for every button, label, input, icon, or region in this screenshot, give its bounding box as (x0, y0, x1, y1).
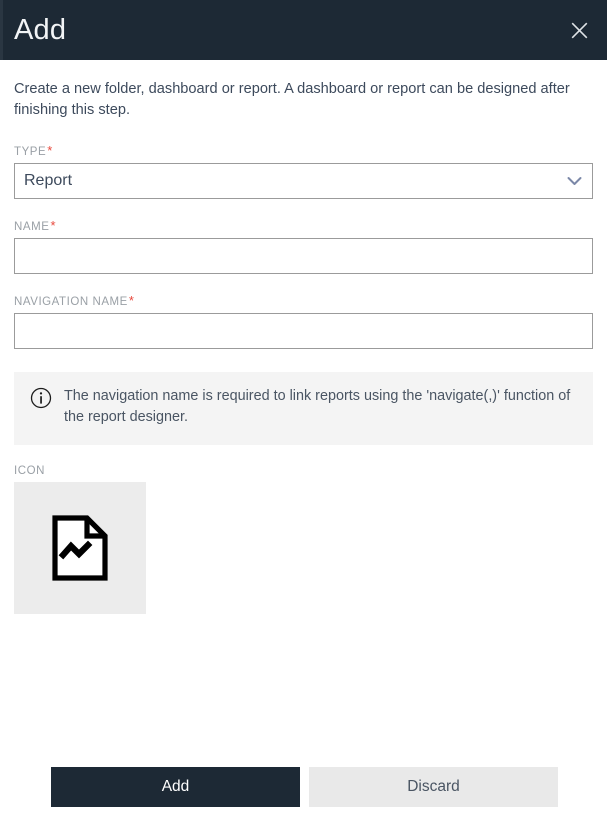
add-button[interactable]: Add (51, 767, 300, 807)
name-input[interactable] (14, 238, 593, 274)
type-label-text: TYPE (14, 145, 47, 158)
name-field-label (14, 219, 593, 233)
discard-button[interactable]: Discard (309, 767, 558, 807)
dialog-description: Create a new folder, dashboard or report. A dashboard or report can be designed after finishing this step. (14, 81, 570, 119)
type-field-label (14, 144, 593, 158)
icon-preview-box[interactable] (14, 482, 146, 614)
info-banner (14, 372, 593, 445)
type-required-star: * (47, 142, 53, 158)
header-left-accent (0, 0, 3, 60)
navigation-name-input[interactable] (14, 313, 593, 349)
name-required-star: * (50, 217, 57, 233)
icon-section (14, 465, 593, 614)
type-select[interactable]: Report (14, 163, 593, 199)
dialog-header (0, 0, 607, 60)
field-group-navigation-name (14, 294, 593, 349)
dialog-footer (0, 755, 607, 818)
info-circle-icon (30, 387, 52, 409)
close-button[interactable] (561, 12, 597, 48)
name-label-text: NAME (14, 220, 50, 233)
field-group-type (14, 144, 593, 199)
navigation-name-label-text: NAVIGATION NAME (14, 295, 128, 308)
page-title: Add (14, 13, 67, 46)
icon-field-label: ICON (14, 464, 45, 477)
navigation-name-field-label (14, 294, 593, 308)
type-select-wrapper (14, 163, 593, 199)
report-document-chart-icon (52, 515, 108, 581)
close-icon (571, 22, 588, 39)
navigation-name-required-star: * (128, 292, 135, 308)
field-group-name (14, 219, 593, 274)
info-banner-text: The navigation name is required to link reports using the 'navigate(,)' function of the report designer. (64, 387, 571, 426)
dialog-body (0, 60, 607, 755)
